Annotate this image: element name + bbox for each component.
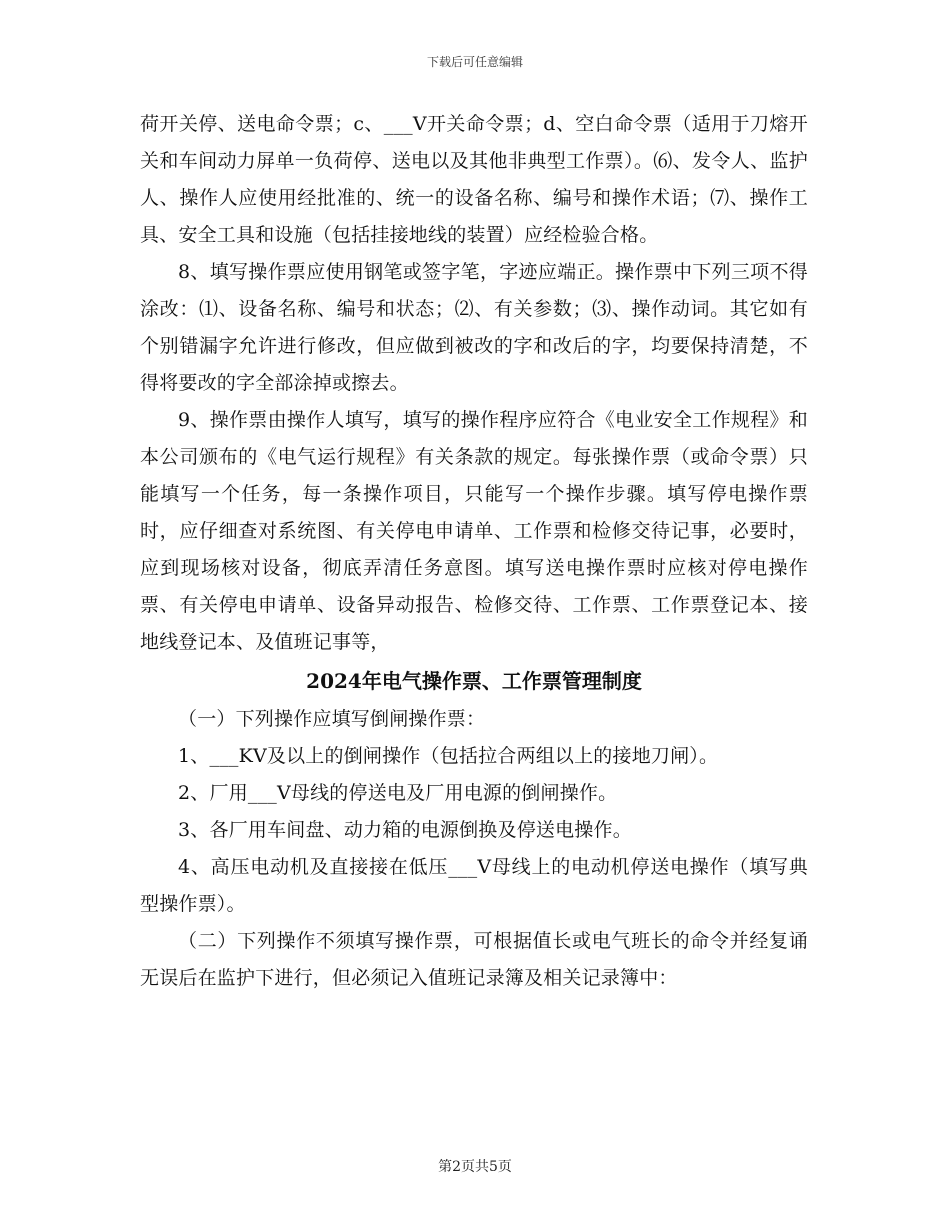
paragraph-section-1-item-4: 4、高压电动机及直接接在低压___V母线上的电动机停送电操作（填写典型操作票）。 (140, 856, 808, 915)
document-body (140, 106, 808, 997)
page-header: 下载后可任意编辑 (426, 55, 523, 69)
paragraph-continued: 荷开关停、送电命令票；c、___V开关命令票；d、空白命令票（适用于刀熔开关和车间动力屏单一负荷停、送电以及其他非典型工作票）。⑹、发令人、监护人、操作人应使用经批准的、统一的设备名称、编号和操作术语；⑺、操作工具、安全工具和设施（包括挂接地线的装置）应经检验合格。 (140, 113, 808, 246)
paragraph-item-9: 9、操作票由操作人填写，填写的操作程序应符合《电业安全工作规程》和本公司颁布的《电气运行规程》有关条款的规定。每张操作票（或命令票）只能填写一个任务，每一条操作项目，只能写一个操作步骤。填写停电操作票时，应仔细查对系统图、有关停电申请单、工作票和检修交待记事，必要时，应到现场核对设备，彻底弄清任务意图。填写送电操作票时应核对停电操作票、有关停电申请单、设备异动报告、检修交待、工作票、工作票登记本、接地线登记本、及值班记事等， (140, 409, 808, 653)
page-footer: 第2页共5页 (438, 1159, 512, 1175)
paragraph-section-1-item-1: 1、___KV及以上的倒闸操作（包括拉合两组以上的接地刀闸）。 (178, 745, 719, 767)
paragraph-section-1-heading: （一）下列操作应填写倒闸操作票： (178, 708, 486, 730)
paragraph-section-1-item-2: 2、厂用___V母线的停送电及厂用电源的倒闸操作。 (178, 782, 618, 804)
paragraph-section-2-heading: （二）下列操作不须填写操作票，可根据值长或电气班长的命令并经复诵无误后在监护下进行，但必须记入值班记录簿及相关记录簿中： (140, 930, 808, 989)
section-title: 2024年电气操作票、工作票管理制度 (306, 669, 642, 693)
paragraph-section-1-item-3: 3、各厂用车间盘、动力箱的电源倒换及停送电操作。 (178, 819, 632, 841)
paragraph-item-8: 8、填写操作票应使用钢笔或签字笔，字迹应端正。操作票中下列三项不得涂改：⑴、设备名称、编号和状态；⑵、有关参数；⑶、操作动词。其它如有个别错漏字允许进行修改，但应做到被改的字和改后的字，均要保持清楚，不得将要改的字全部涂掉或擦去。 (140, 261, 808, 394)
